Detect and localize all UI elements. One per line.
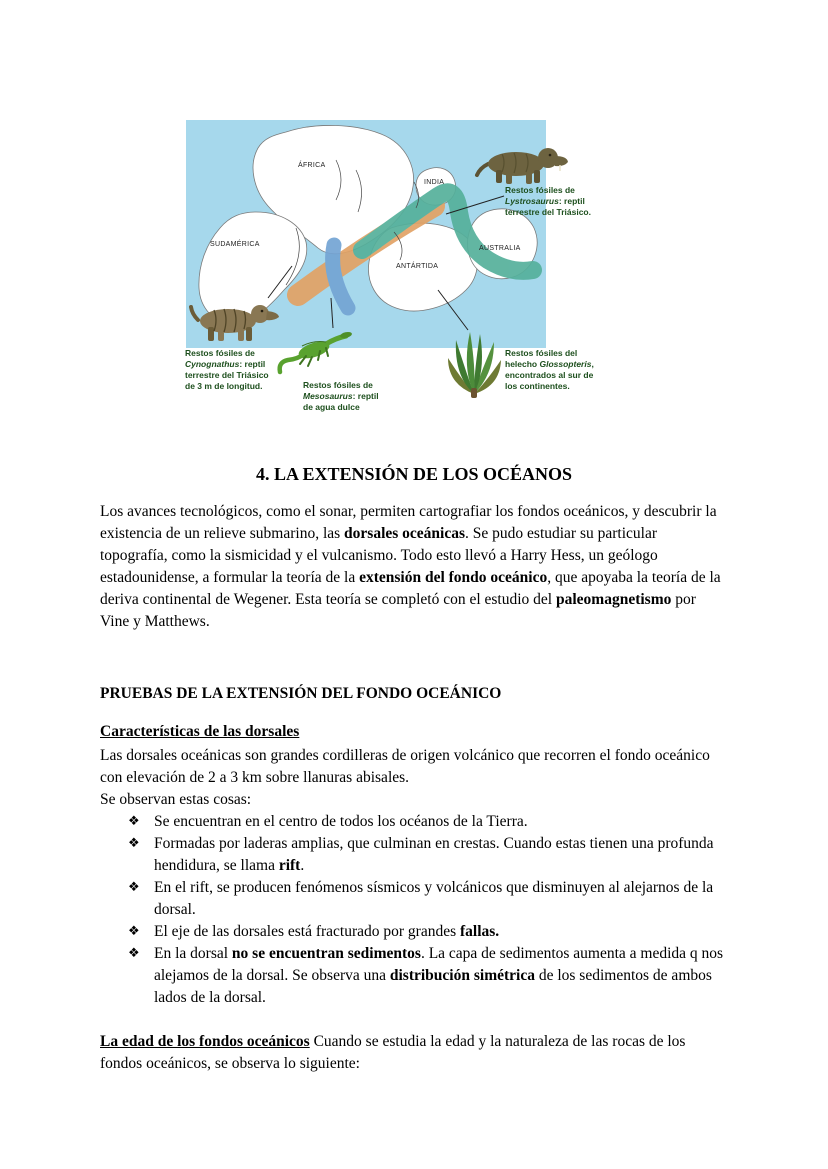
- subheading-caracteristicas: Características de las dorsales: [100, 723, 300, 740]
- bullet-marker: ❖: [128, 836, 140, 851]
- text-run: En la dorsal: [154, 945, 232, 962]
- cynognathus-caption: [185, 348, 275, 392]
- text-run-bold: rift: [278, 857, 301, 874]
- list-item-text: [154, 943, 728, 1009]
- list-item-text: [154, 877, 728, 921]
- bullet-marker: ❖: [128, 880, 140, 895]
- dorsales-paragraph: Las dorsales oceánicas son grandes cordilleras de origen volcánico que recorren el fondo oceánico con elevación de 2 a 3 km sobre llanuras abisales.: [100, 747, 710, 786]
- caption-text: , encontrados al sur de los continentes.: [505, 359, 594, 392]
- lystrosaurus-illustration: [472, 140, 572, 186]
- text-run: por Vine y Matthews.: [100, 591, 696, 630]
- text-run-bold: distribución simétrica: [389, 967, 535, 984]
- glossopteris-caption: [505, 348, 607, 392]
- caption-text: : reptil terrestre del Triásico de 3 m de longitud.: [185, 359, 269, 392]
- section-heading-pruebas: PRUEBAS DE LA EXTENSIÓN DEL FONDO OCEÁNICO: [100, 685, 502, 702]
- text-run-bold: fallas.: [460, 923, 500, 940]
- document-body: [100, 464, 728, 1075]
- caption-text: Restos fósiles de: [303, 380, 373, 390]
- list-item: [100, 921, 728, 943]
- label-australia: AUSTRALIA: [479, 245, 521, 252]
- list-item: [100, 833, 728, 877]
- lystrosaurus-caption: [505, 185, 605, 218]
- text-run: , que apoyaba la teoría de la deriva continental de Wegener. Esta teoría se completó con el estudio del: [100, 569, 721, 608]
- bullet-marker: ❖: [128, 814, 140, 829]
- subheading-edad: La edad de los fondos oceánicos: [100, 1033, 310, 1050]
- species-name: Mesosaurus: [303, 391, 353, 402]
- pangea-figure: [100, 118, 728, 420]
- caption-text: : reptil terrestre del Triásico.: [505, 196, 591, 218]
- text-run: Los avances tecnológicos, como el sonar, permiten cartografiar los fondos oceánicos, y descubrir la existencia de un relieve submarino, las: [100, 503, 717, 542]
- intro-paragraph: [100, 501, 728, 633]
- text-run-bold: dorsales oceánicas: [344, 525, 466, 542]
- bullet-marker: ❖: [128, 924, 140, 939]
- text-run-bold: no se encuentran sedimentos: [231, 945, 421, 962]
- text-run: En el rift, se producen fenómenos sísmicos y volcánicos que disminuyen al alejarnos de la dorsal.: [154, 879, 714, 918]
- text-run: Se encuentran en el centro de todos los océanos de la Tierra.: [154, 813, 528, 830]
- text-run: Cuando se estudia la edad y la naturaleza de las rocas de los fondos oceánicos, se observa lo siguiente:: [100, 1033, 686, 1072]
- observations-list: [100, 811, 728, 1009]
- species-name: Cynognathus: [185, 359, 240, 370]
- list-item: [100, 811, 728, 833]
- species-name: Glossopteris: [539, 359, 592, 370]
- label-africa: ÁFRICA: [298, 162, 326, 169]
- text-run: de los sedimentos de ambos lados de la dorsal.: [154, 967, 712, 1006]
- edad-paragraph: [100, 1031, 728, 1075]
- observations-lead: Se observan estas cosas:: [100, 791, 252, 808]
- label-antartida: ANTÁRTIDA: [396, 263, 439, 270]
- list-item-text: [154, 921, 728, 943]
- list-item: [100, 877, 728, 921]
- caption-text: Restos fósiles de: [505, 185, 575, 195]
- text-run-bold: extensión del fondo oceánico: [359, 569, 548, 586]
- bullet-marker: ❖: [128, 946, 140, 961]
- text-run: . Se pudo estudiar su particular topografía, como la sismicidad y el vulcanismo. Todo esto llevó a Harry Hess, un geólogo estadounidense, a formular la teoría de la: [100, 525, 658, 586]
- caption-text: Restos fósiles de: [185, 348, 255, 358]
- text-run: El eje de las dorsales está fracturado por grandes: [154, 923, 460, 940]
- list-item: [100, 943, 728, 1009]
- caption-text: : reptil de agua dulce: [303, 391, 379, 413]
- mesosaurus-illustration: [276, 326, 352, 380]
- list-item-text: [154, 811, 728, 833]
- caption-text: Restos fósiles del helecho: [505, 348, 578, 370]
- page-title: 4. LA EXTENSIÓN DE LOS OCÉANOS: [255, 464, 573, 484]
- cynognathus-illustration: [188, 294, 282, 344]
- label-sudamerica: SUDAMÉRICA: [210, 241, 260, 248]
- text-run: .: [300, 857, 305, 874]
- text-run: Formadas por laderas amplias, que culminan en crestas. Cuando estas tienen una profunda hendidura, se llama: [154, 835, 714, 874]
- list-item-text: [154, 833, 728, 877]
- species-name: Lystrosaurus: [505, 196, 559, 207]
- label-india: INDIA: [424, 179, 445, 186]
- glossopteris-illustration: [446, 328, 502, 398]
- text-run-bold: paleomagnetismo: [556, 591, 672, 608]
- mesosaurus-caption: [303, 380, 387, 413]
- text-run: . La capa de sedimentos aumenta a medida q nos alejamos de la dorsal. Se observa una: [154, 945, 724, 984]
